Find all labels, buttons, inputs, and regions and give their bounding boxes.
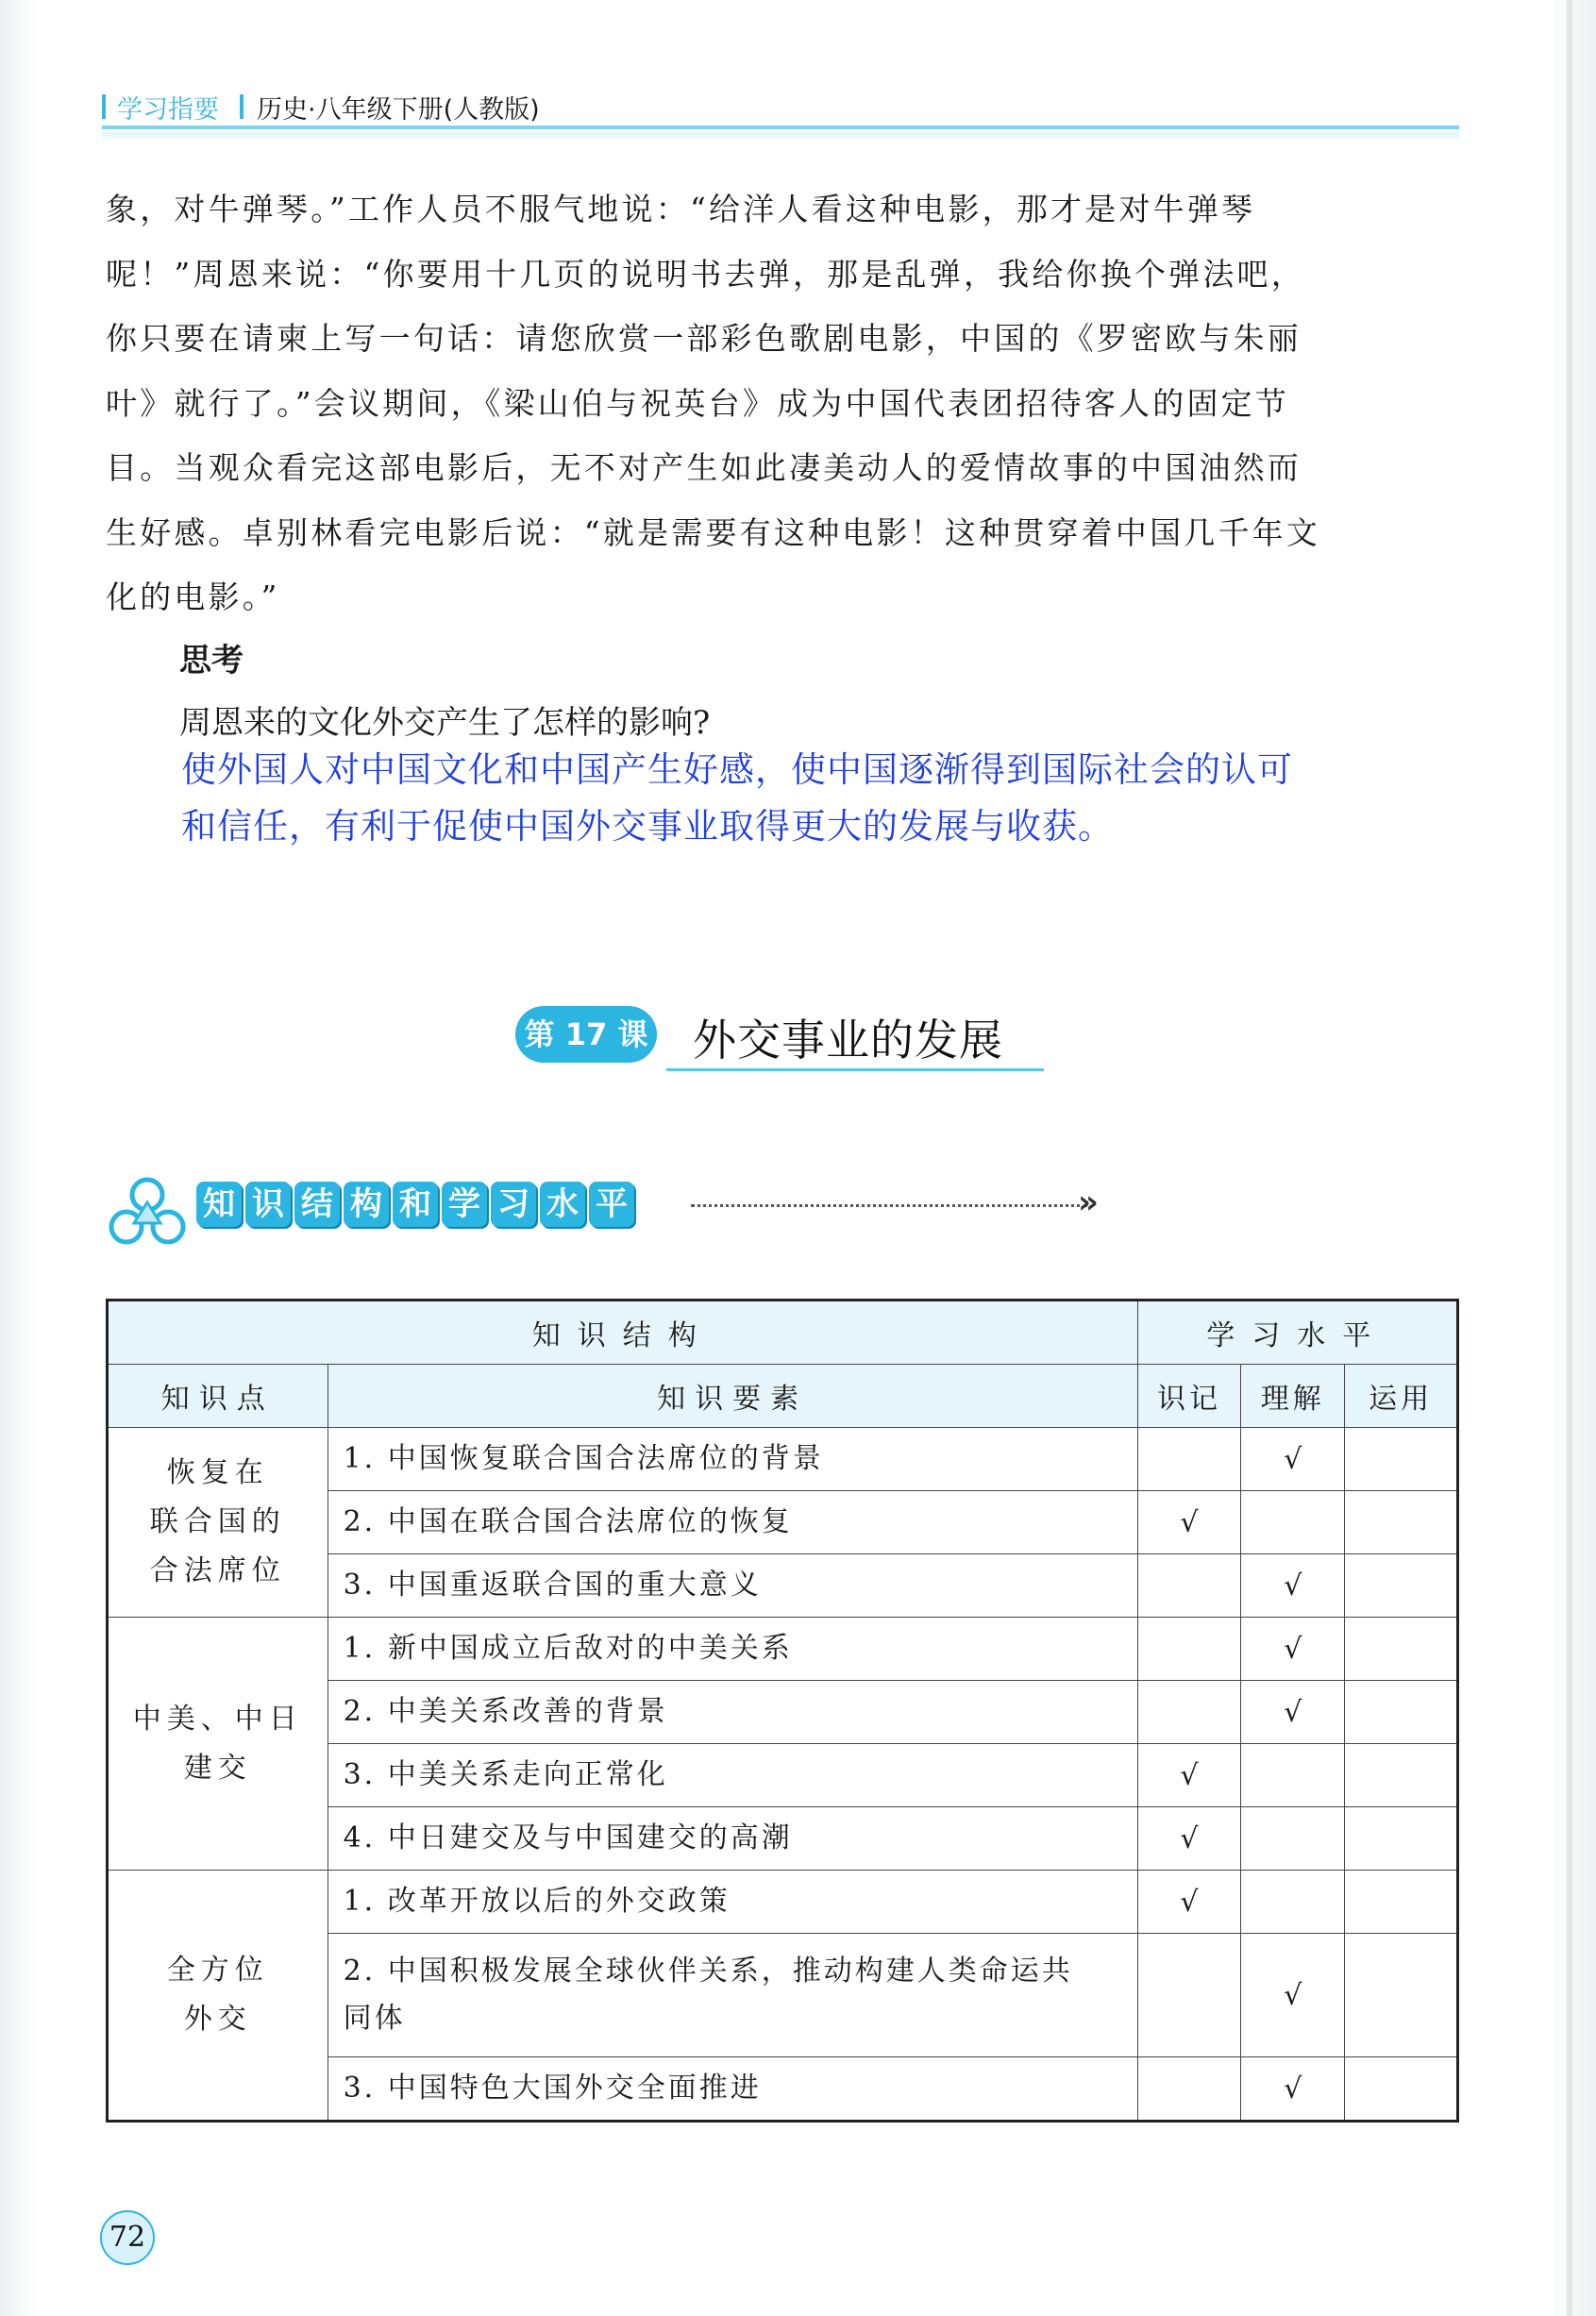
topic-line: 全方位 xyxy=(166,1954,269,1987)
paragraph-line: 目。当观众看完这部电影后，无不对产生如此凄美动人的爱情故事的中国油然而 xyxy=(106,449,1302,486)
knowledge-element: 2. 中国在联合国合法席位的恢复 xyxy=(328,1491,1137,1554)
page-number: 72 xyxy=(100,2210,155,2265)
section-title-char: 学 xyxy=(442,1182,487,1227)
element-line: 同体 xyxy=(343,2002,406,2035)
apply-mark xyxy=(1345,1428,1458,1491)
knowledge-element: 2. 中美关系改善的背景 xyxy=(328,1681,1137,1744)
knowledge-element: 3. 中国特色大国外交全面推进 xyxy=(328,2057,1137,2122)
header-rule-shade xyxy=(102,132,1459,142)
section-title-char: 和 xyxy=(393,1182,438,1227)
header-divider xyxy=(102,94,106,119)
topic-line: 外交 xyxy=(183,2003,252,2036)
lesson-title-underline xyxy=(666,1068,1044,1071)
triangle-rings-icon xyxy=(102,1174,193,1250)
section-title-char: 水 xyxy=(540,1182,585,1227)
paragraph-line: 化的电影。” xyxy=(106,579,280,615)
understand-mark: √ xyxy=(1241,1554,1345,1618)
recall-mark: √ xyxy=(1137,1871,1241,1934)
answer-line: 使外国人对中国文化和中国产生好感，使中国逐渐得到国际社会的认可 xyxy=(181,749,1293,790)
table-col-recall: 识记 xyxy=(1137,1365,1241,1428)
understand-mark: √ xyxy=(1241,1618,1345,1681)
topic-line: 联合国的 xyxy=(149,1505,286,1538)
recall-mark: √ xyxy=(1137,1744,1241,1807)
understand-mark xyxy=(1241,1491,1345,1554)
apply-mark xyxy=(1345,1681,1458,1744)
recall-mark xyxy=(1137,1618,1241,1681)
paragraph-line: 叶》就行了。”会议期间，《梁山伯与祝英台》成为中国代表团招待客人的固定节 xyxy=(106,384,1290,422)
section-title-char: 平 xyxy=(589,1182,634,1227)
apply-mark xyxy=(1345,1618,1458,1681)
apply-mark xyxy=(1345,1871,1458,1934)
section-title-char: 知 xyxy=(196,1182,242,1227)
understand-mark xyxy=(1241,1744,1345,1807)
understand-mark: √ xyxy=(1241,2057,1345,2122)
table-row xyxy=(108,1618,1458,1681)
lesson-title: 外交事业的发展 xyxy=(693,1015,1003,1066)
knowledge-element xyxy=(328,1934,1137,2057)
knowledge-element: 4. 中日建交及与中国建交的高潮 xyxy=(328,1807,1137,1871)
handwritten-answer xyxy=(181,742,1465,855)
recall-mark xyxy=(1137,1681,1241,1744)
understand-mark xyxy=(1241,1871,1345,1934)
recall-mark: √ xyxy=(1137,1491,1241,1554)
apply-mark xyxy=(1345,1554,1458,1618)
recall-mark xyxy=(1137,1934,1241,2057)
table-col-point: 知识点 xyxy=(108,1365,328,1428)
section-title-chips xyxy=(196,1182,634,1227)
section-heading xyxy=(102,1170,1099,1246)
think-heading: 思考 xyxy=(179,642,244,680)
knowledge-element: 1. 中国恢复联合国合法席位的背景 xyxy=(328,1428,1137,1491)
section-title-char: 识 xyxy=(245,1182,291,1227)
table-row xyxy=(108,1871,1458,1934)
running-header xyxy=(102,87,1459,130)
table-header-structure: 知识结构 xyxy=(108,1301,1138,1365)
topic-line: 恢复在 xyxy=(166,1456,269,1489)
apply-mark xyxy=(1345,2057,1458,2122)
knowledge-point xyxy=(108,1871,328,2122)
section-title-char: 结 xyxy=(294,1182,340,1227)
think-question: 周恩来的文化外交产生了怎样的影响? xyxy=(179,704,711,742)
section-title-char: 构 xyxy=(344,1182,389,1227)
knowledge-element: 1. 改革开放以后的外交政策 xyxy=(328,1871,1137,1934)
header-series-tag: 学习指要 xyxy=(117,95,219,125)
table-col-apply: 运用 xyxy=(1345,1365,1458,1428)
header-divider xyxy=(240,94,244,119)
paragraph-line: 呢！”周恩来说：“你要用十几页的说明书去弹，那是乱弹，我给你换个弹法吧， xyxy=(106,255,1305,293)
understand-mark: √ xyxy=(1241,1934,1345,2057)
apply-mark xyxy=(1345,1934,1458,2057)
understand-mark xyxy=(1241,1807,1345,1871)
topic-line: 建交 xyxy=(183,1751,252,1785)
paragraph-line: 你只要在请柬上写一句话：请您欣赏一部彩色歌剧电影，中国的《罗密欧与朱丽 xyxy=(106,320,1302,357)
lesson-title-block xyxy=(515,1000,1044,1076)
apply-mark xyxy=(1345,1491,1458,1554)
element-line: 2. 中国积极发展全球伙伴关系，推动构建人类命运共 xyxy=(343,1955,1073,1988)
table-row xyxy=(108,1428,1458,1491)
header-book-title: 历史·八年级下册(人教版) xyxy=(257,95,540,125)
lesson-number-badge: 第 17 课 xyxy=(515,1006,657,1063)
section-arrow-icon: » xyxy=(1078,1183,1099,1221)
story-paragraph xyxy=(106,177,1457,630)
recall-mark xyxy=(1137,2057,1241,2122)
knowledge-element: 3. 中国重返联合国的重大意义 xyxy=(328,1554,1137,1618)
knowledge-element: 3. 中美关系走向正常化 xyxy=(328,1744,1137,1807)
apply-mark xyxy=(1345,1807,1458,1871)
recall-mark xyxy=(1137,1428,1241,1491)
knowledge-point xyxy=(108,1428,328,1618)
table-header-level: 学习水平 xyxy=(1137,1301,1457,1365)
answer-line: 和信任，有利于促使中国外交事业取得更大的发展与收获。 xyxy=(181,806,1114,847)
understand-mark: √ xyxy=(1241,1681,1345,1744)
header-rule xyxy=(102,126,1459,129)
knowledge-table xyxy=(106,1299,1459,2123)
section-dotted-leader xyxy=(691,1204,1087,1207)
recall-mark: √ xyxy=(1137,1807,1241,1871)
apply-mark xyxy=(1345,1744,1458,1807)
knowledge-point xyxy=(108,1618,328,1871)
table-col-understand: 理解 xyxy=(1241,1365,1345,1428)
section-title-char: 习 xyxy=(491,1182,536,1227)
understand-mark: √ xyxy=(1241,1428,1345,1491)
knowledge-element: 1. 新中国成立后敌对的中美关系 xyxy=(328,1618,1137,1681)
topic-line: 合法席位 xyxy=(149,1554,286,1587)
recall-mark xyxy=(1137,1554,1241,1618)
table-col-element: 知识要素 xyxy=(328,1365,1137,1428)
paragraph-line: 象，对牛弹琴。”工作人员不服气地说：“给洋人看这种电影，那才是对牛弹琴 xyxy=(106,191,1256,227)
paragraph-line: 生好感。卓别林看完电影后说：“就是需要有这种电影！这种贯穿着中国几千年文 xyxy=(106,513,1321,551)
topic-line: 中美、中日 xyxy=(132,1702,303,1736)
